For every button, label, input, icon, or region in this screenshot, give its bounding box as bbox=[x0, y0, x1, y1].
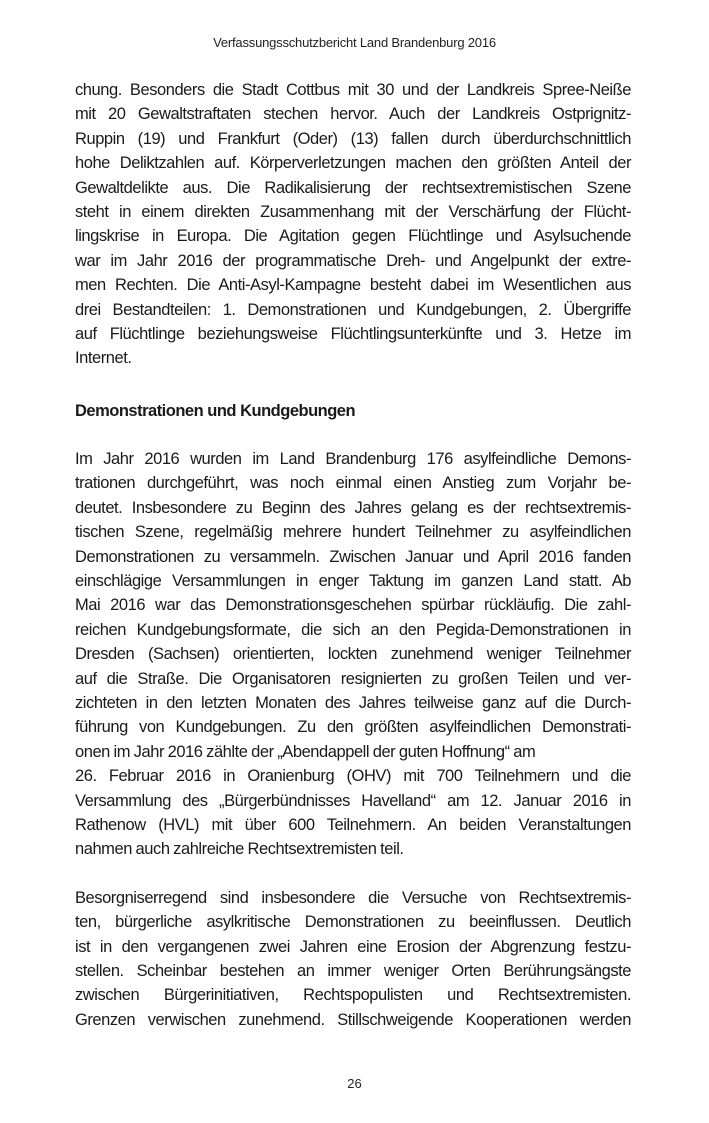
paragraph-intro bbox=[75, 78, 631, 371]
text-line: einschlägige Versammlungen in enger Taktung im ganzen Land statt. Ab bbox=[75, 571, 631, 590]
text-line: deutet. Insbesondere zu Beginn des Jahres gelang es der rechtsextremis- bbox=[75, 498, 631, 517]
text-line: Im Jahr 2016 wurden im Land Brandenburg 176 asylfeindliche Demons- bbox=[75, 449, 631, 468]
section-heading: Demonstrationen und Kundgebungen bbox=[75, 401, 356, 420]
paragraph-spacer bbox=[75, 862, 631, 886]
text-line: war im Jahr 2016 der programmatische Dreh- und Angelpunkt der extre- bbox=[75, 251, 631, 270]
text-line: Demonstrationen zu versammeln. Zwischen Januar und April 2016 fanden bbox=[75, 547, 631, 566]
text-line: drei Bestandteilen: 1. Demonstrationen und Kundgebungen, 2. Übergriffe bbox=[75, 300, 631, 319]
text-line: zwischen Bürgerinitiativen, Rechtspopulisten und Rechtsextremisten. bbox=[75, 986, 631, 1005]
text-line: Ruppin (19) und Frankfurt (Oder) (13) fallen durch überdurchschnittlich bbox=[75, 129, 631, 148]
text-line: Besorgniserregend sind insbesondere die Versuche von Rechtsextremis- bbox=[75, 888, 631, 907]
text-line: auf die Straße. Die Organisatoren resignierten zu großen Teilen und ver- bbox=[75, 669, 631, 688]
text-line: Internet. bbox=[75, 349, 132, 368]
text-line: Rathenow (HVL) mit über 600 Teilnehmern. An beiden Veranstaltungen bbox=[75, 815, 631, 834]
text-line: ist in den vergangenen zwei Jahren eine Erosion der Abgrenzung festzu- bbox=[75, 937, 631, 956]
text-line: onen im Jahr 2016 zählte der „Abendappell der guten Hoffnung“ am bbox=[75, 742, 536, 761]
text-line: tischen Szene, regelmäßig mehrere hundert Teilnehmer zu asylfeindlichen bbox=[75, 523, 631, 542]
text-line: Dresden (Sachsen) orientierten, lockten zunehmend weniger Teilnehmer bbox=[75, 645, 631, 664]
text-line: steht in einem direkten Zusammenhang mit der Verschärfung der Flücht- bbox=[75, 203, 631, 222]
text-line: lingskrise in Europa. Die Agitation gegen Flüchtlinge und Asylsuchende bbox=[75, 227, 631, 246]
text-line: Grenzen verwischen zunehmend. Stillschweigende Kooperationen werden bbox=[75, 1010, 631, 1029]
text-line: Versammlung des „Bürgerbündnisses Havelland“ am 12. Januar 2016 in bbox=[75, 791, 631, 810]
text-line: ten, bürgerliche asylkritische Demonstrationen zu beeinflussen. Deutlich bbox=[75, 913, 631, 932]
text-line: 26. Februar 2016 in Oranienburg (OHV) mit 700 Teilnehmern und die bbox=[75, 767, 631, 786]
text-line: chung. Besonders die Stadt Cottbus mit 30 und der Landkreis Spree-Neiße bbox=[75, 81, 631, 99]
text-line: men Rechten. Die Anti-Asyl-Kampagne besteht dabei im Wesentlichen aus bbox=[75, 276, 631, 295]
page-body bbox=[75, 78, 631, 1032]
text-line: stellen. Scheinbar bestehen an immer weniger Orten Berührungsängste bbox=[75, 962, 631, 980]
text-line: reichen Kundgebungsformate, die sich an den Pegida-Demonstrationen in bbox=[75, 620, 631, 639]
text-line: auf Flüchtlinge beziehungsweise Flüchtlingsunterkünfte und 3. Hetze im bbox=[75, 325, 631, 344]
text-line: führung von Kundgebungen. Zu den größten asylfeindlichen Demonstrati- bbox=[75, 718, 631, 737]
text-line: nahmen auch zahlreiche Rechtsextremisten teil. bbox=[75, 840, 404, 859]
text-line: zichteten in den letzten Monaten des Jahres teilweise ganz auf die Durch- bbox=[75, 693, 631, 712]
text-line: Gewaltdelikte aus. Die Radikalisierung der rechtsextremistischen Szene bbox=[75, 178, 631, 197]
page-number: 26 bbox=[347, 1076, 362, 1091]
paragraph-erosion bbox=[75, 886, 631, 1032]
running-header: Verfassungsschutzbericht Land Brandenburg 2016 bbox=[213, 35, 496, 50]
text-line: hohe Deliktzahlen auf. Körperverletzungen machen den größten Anteil der bbox=[75, 154, 631, 173]
text-line: trationen durchgeführt, was noch einmal einen Anstieg zum Vorjahr be- bbox=[75, 474, 631, 493]
text-line: Mai 2016 war das Demonstrationsgeschehen spürbar rückläufig. Die zahl- bbox=[75, 596, 631, 615]
paragraph-demonstrations bbox=[75, 447, 631, 862]
text-line: mit 20 Gewaltstraftaten stechen hervor. Auch der Landkreis Ostprignitz- bbox=[75, 105, 631, 124]
